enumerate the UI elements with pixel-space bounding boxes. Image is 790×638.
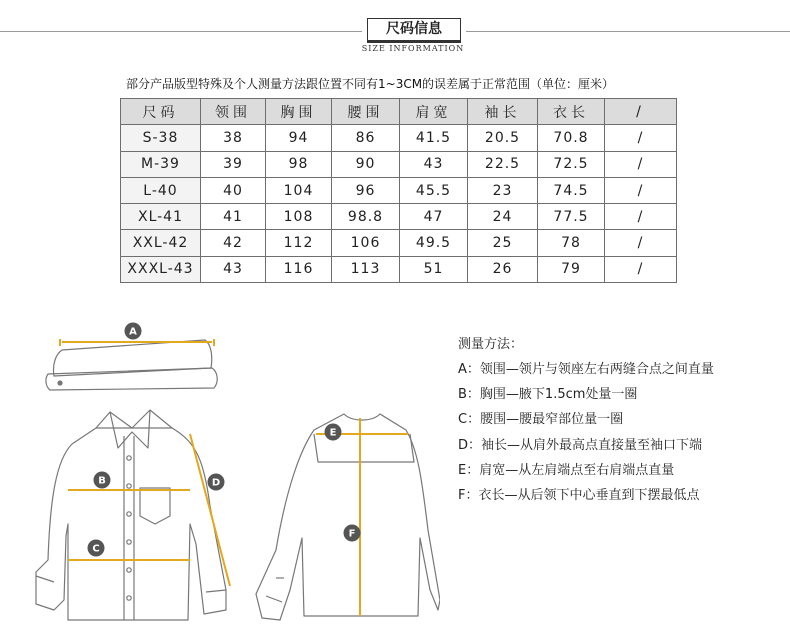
measurement-item-e: E：肩宽—从左肩端点至右肩端点直量 <box>458 463 675 478</box>
table-cell: M-39 <box>121 151 201 177</box>
table-cell: 22.5 <box>468 151 538 177</box>
measurement-item-c: C：腰围—腰最窄部位量一圈 <box>458 412 624 427</box>
header-cell-sleeve: 袖长 <box>468 99 538 125</box>
measurement-item-b: B：胸围—腋下1.5cm处量一圈 <box>458 387 638 402</box>
table-cell: 72.5 <box>538 151 605 177</box>
table-cell: XL-41 <box>121 204 201 230</box>
marker-e-label: E <box>329 427 337 439</box>
header-cell-length: 衣长 <box>538 99 605 125</box>
marker-b-label: B <box>98 475 106 487</box>
marker-group <box>88 323 361 557</box>
table-cell: 106 <box>332 230 400 256</box>
page-title: 尺码信息 <box>367 18 461 43</box>
table-cell: 39 <box>201 151 266 177</box>
table-cell: 116 <box>266 256 332 282</box>
table-cell: 74.5 <box>538 177 605 203</box>
table-cell: / <box>605 230 677 256</box>
table-cell: 41 <box>201 204 266 230</box>
table-cell: 86 <box>332 125 400 151</box>
header-cell-collar: 领围 <box>201 99 266 125</box>
line-d <box>190 434 230 586</box>
shirt-back-illustration <box>256 414 440 620</box>
marker-d-label: D <box>211 477 221 489</box>
table-cell: 70.8 <box>538 125 605 151</box>
table-cell: 79 <box>538 256 605 282</box>
table-cell: / <box>605 256 677 282</box>
table-cell: XXXL-43 <box>121 256 201 282</box>
table-cell: 23 <box>468 177 538 203</box>
header-line-right <box>466 31 790 32</box>
table-row <box>121 151 677 177</box>
measurement-lines <box>60 339 408 616</box>
table-row <box>121 177 677 203</box>
table-cell: 41.5 <box>400 125 468 151</box>
table-cell: 112 <box>266 230 332 256</box>
table-cell: / <box>605 204 677 230</box>
table-cell: 94 <box>266 125 332 151</box>
table-cell: 45.5 <box>400 177 468 203</box>
table-cell: 49.5 <box>400 230 468 256</box>
table-cell: 43 <box>400 151 468 177</box>
table-cell: 47 <box>400 204 468 230</box>
table-cell: 104 <box>266 177 332 203</box>
table-row <box>121 204 677 230</box>
header-cell-chest: 胸围 <box>266 99 332 125</box>
table-cell: / <box>605 177 677 203</box>
table-cell: 113 <box>332 256 400 282</box>
table-cell: 40 <box>201 177 266 203</box>
table-cell: 42 <box>201 230 266 256</box>
table-cell: 25 <box>468 230 538 256</box>
table-cell: L-40 <box>121 177 201 203</box>
table-cell: XXL-42 <box>121 230 201 256</box>
shirt-front-illustration <box>36 410 226 620</box>
size-table <box>120 98 677 283</box>
measurement-item-f: F：衣长—从后领下中心垂直到下摆最低点 <box>458 488 700 503</box>
table-cell: 78 <box>538 230 605 256</box>
table-cell: S-38 <box>121 125 201 151</box>
measurement-item-d: D：袖长—从肩外最高点直接量至袖口下端 <box>458 438 703 453</box>
measurement-title: 测量方法： <box>458 337 524 352</box>
marker-c-label: C <box>92 543 100 555</box>
table-cell: 98 <box>266 151 332 177</box>
table-row <box>121 230 677 256</box>
table-cell: 77.5 <box>538 204 605 230</box>
header-line-left <box>0 31 362 32</box>
table-cell: 43 <box>201 256 266 282</box>
table-cell: 26 <box>468 256 538 282</box>
header-cell-extra: / <box>605 99 677 125</box>
marker-f-label: F <box>348 528 356 540</box>
header-cell-size: 尺码 <box>121 99 201 125</box>
table-cell: 98.8 <box>332 204 400 230</box>
collar-illustration <box>46 340 217 390</box>
shirt-measurement-diagram <box>0 310 440 638</box>
table-cell: 108 <box>266 204 332 230</box>
measurement-item-a: A：领围—领片与领座左右两缝合点之间直量 <box>458 362 714 377</box>
header-cell-shoulder: 肩宽 <box>400 99 468 125</box>
table-cell: 96 <box>332 177 400 203</box>
table-cell: / <box>605 125 677 151</box>
table-row <box>121 256 677 282</box>
table-cell: 24 <box>468 204 538 230</box>
marker-a-label: A <box>129 326 137 338</box>
size-note: 部分产品版型特殊及个人测量方法跟位置不同有1~3CM的误差属于正常范围（单位：厘米） <box>126 77 615 91</box>
table-header-row <box>121 99 677 125</box>
page-subtitle: SIZE INFORMATION <box>361 44 465 53</box>
table-cell: 90 <box>332 151 400 177</box>
table-cell: 20.5 <box>468 125 538 151</box>
header-cell-waist: 腰围 <box>332 99 400 125</box>
table-row <box>121 125 677 151</box>
table-cell: / <box>605 151 677 177</box>
table-cell: 38 <box>201 125 266 151</box>
table-cell: 51 <box>400 256 468 282</box>
